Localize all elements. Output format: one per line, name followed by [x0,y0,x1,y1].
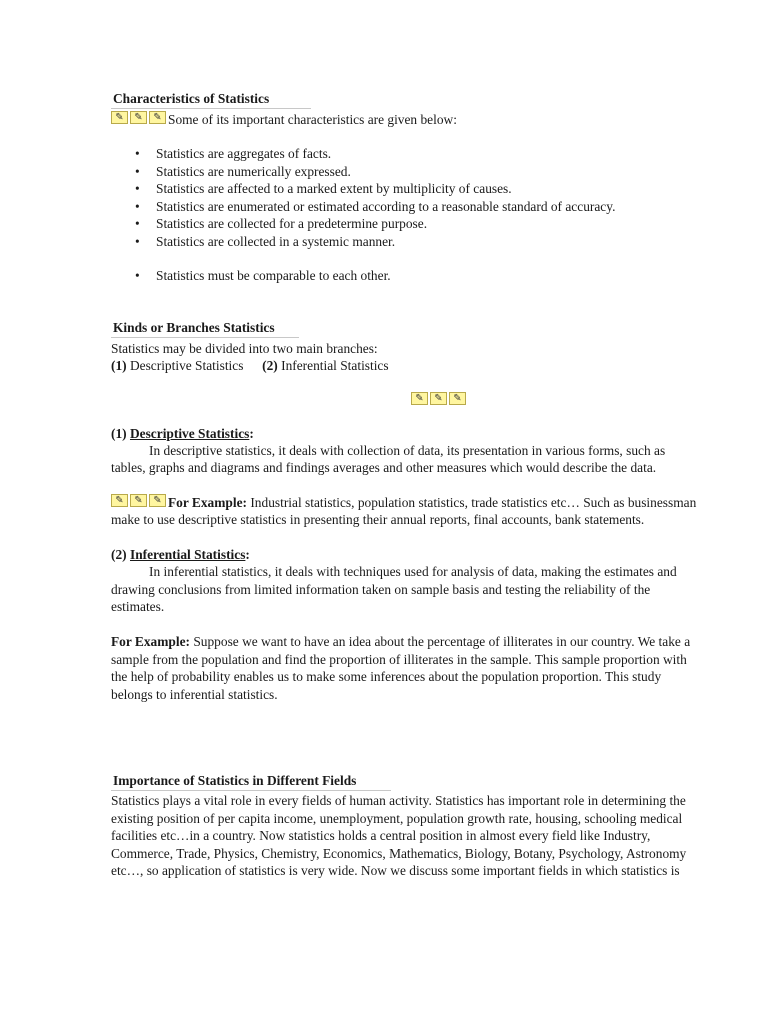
characteristics-intro: Some of its important characteristics are given below: [168,112,457,127]
bullet-dot: • [135,268,140,283]
edit-pencil-icon[interactable]: ✎ [449,392,466,405]
bullet-dot: • [135,199,140,214]
importance-line: existing position of per capita income, unemployment, population growth rate, housing, schooling medical [111,811,683,826]
list-item: • Statistics are numerically expressed. [135,164,351,179]
bullet-dot: • [135,234,140,249]
edit-pencil-icon[interactable]: ✎ [149,494,166,507]
heading-underline [111,337,299,338]
section-heading-characteristics: Characteristics of Statistics [113,91,270,106]
branches-line: (1) Descriptive Statistics (2) Inferential Statistics [111,358,389,373]
inferential-line: drawing conclusions from limited information taken on sample basis and testing the reliability of the [111,582,651,597]
icon-strip [411,392,466,405]
edit-pencil-icon[interactable]: ✎ [111,111,128,124]
inferential-example-line: For Example: Suppose we want to have an idea about the percentage of illiterates in our country. We take a [111,634,691,649]
inferential-line: In inferential statistics, it deals with techniques used for analysis of data, making the estimates and [149,564,677,579]
descriptive-line: tables, graphs and diagrams and findings averages and other measures which would describe the data. [111,460,657,475]
edit-pencil-icon[interactable]: ✎ [411,392,428,405]
inferential-example-line: sample from the population and find the proportion of illiterates in the sample. This sample proportion with [111,652,687,667]
list-item: • Statistics must be comparable to each other. [135,268,391,283]
edit-pencil-icon[interactable]: ✎ [430,392,447,405]
inferential-heading: (2) Inferential Statistics: [111,547,250,562]
importance-line: facilities etc…in a country. Now statistics holds a central position in almost every field like Industry, [111,828,651,843]
list-item: • Statistics are collected in a systemic manner. [135,234,396,249]
heading-underline [111,108,311,109]
descriptive-line: In descriptive statistics, it deals with collection of data, its presentation in various forms, such as [149,443,666,458]
inferential-line: estimates. [111,599,165,614]
inferential-example-line: the help of probability enables us to make some inferences about the population proportion. This study [111,669,662,684]
edit-pencil-icon[interactable]: ✎ [111,494,128,507]
icon-strip [111,494,166,507]
importance-line: etc…, so application of statistics is very wide. Now we discuss some important fields in which statistics is [111,863,680,878]
importance-line: Commerce, Trade, Physics, Chemistry, Economics, Mathematics, Biology, Botany, Psychology, Astronomy [111,846,687,861]
heading-underline [111,790,391,791]
inferential-example-line: belongs to inferential statistics. [111,687,278,702]
section-heading-kinds: Kinds or Branches Statistics [113,320,275,335]
list-item: • Statistics are aggregates of facts. [135,146,332,161]
icon-strip [111,111,166,124]
descriptive-example-line: For Example: Industrial statistics, population statistics, trade statistics etc… Such as businessman [168,495,697,510]
list-item: • Statistics are enumerated or estimated according to a reasonable standard of accuracy. [135,199,616,214]
bullet-dot: • [135,164,140,179]
bullet-dot: • [135,146,140,161]
edit-pencil-icon[interactable]: ✎ [130,111,147,124]
list-item: • Statistics are affected to a marked extent by multiplicity of causes. [135,181,512,196]
bullet-dot: • [135,181,140,196]
bullet-dot: • [135,216,140,231]
edit-pencil-icon[interactable]: ✎ [149,111,166,124]
descriptive-example-line: make to use descriptive statistics in presenting their annual reports, final accounts, bank statements. [111,512,645,527]
kinds-intro: Statistics may be divided into two main branches: [111,341,378,356]
descriptive-heading: (1) Descriptive Statistics: [111,426,254,441]
section-heading-importance: Importance of Statistics in Different Fields [113,773,357,788]
edit-pencil-icon[interactable]: ✎ [130,494,147,507]
importance-line: Statistics plays a vital role in every fields of human activity. Statistics has important role in determining the [111,793,686,808]
list-item: • Statistics are collected for a predetermine purpose. [135,216,428,231]
